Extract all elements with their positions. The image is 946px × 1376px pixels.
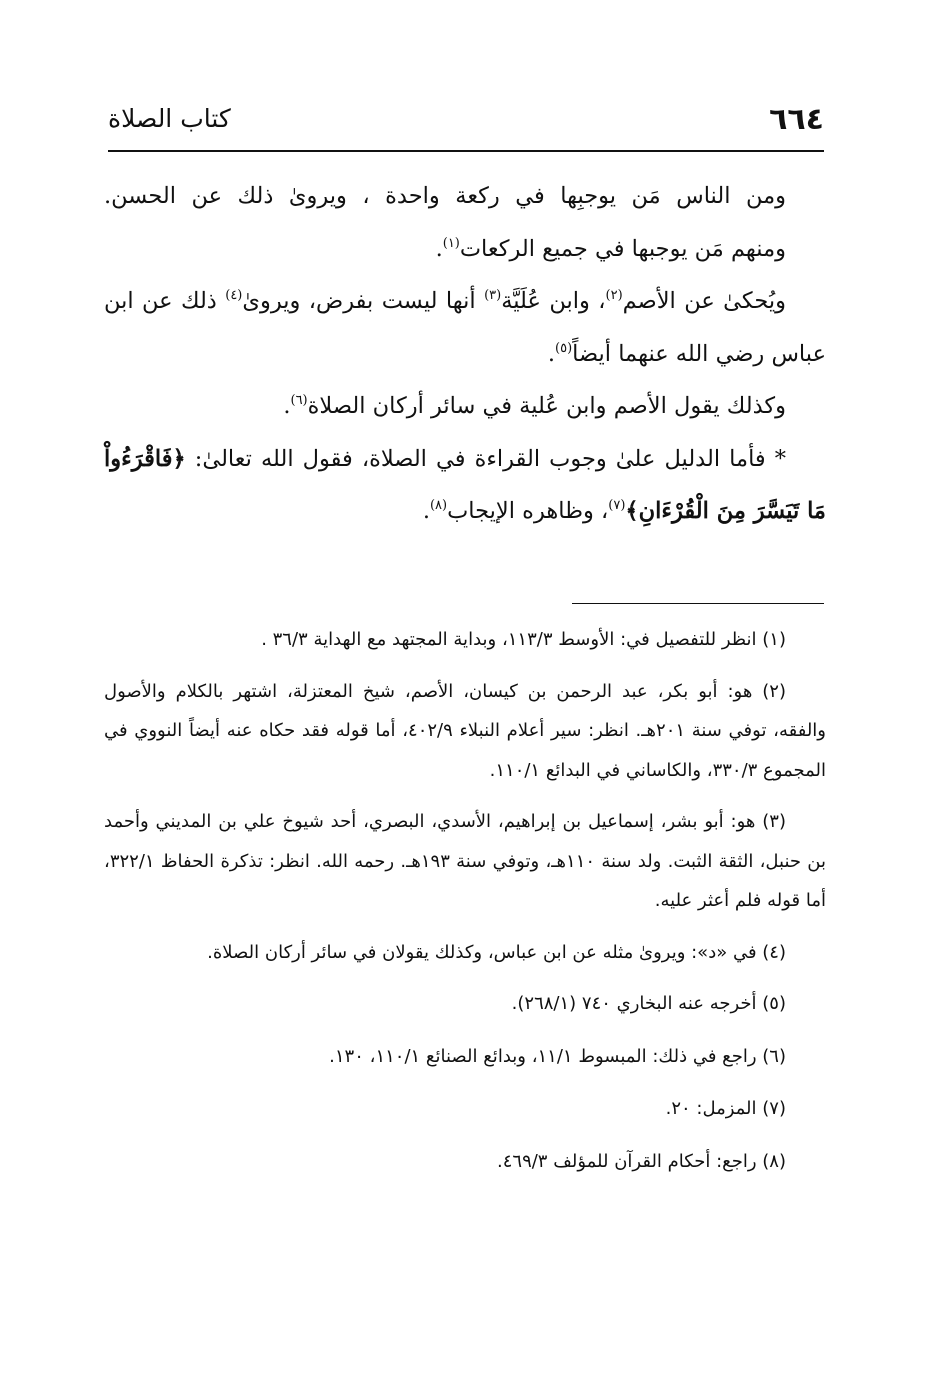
footnote-ref[interactable]: (١) — [442, 235, 460, 251]
paragraph-hasan: ومن الناس مَن يوجبِها في ركعة واحدة ، ويرویٰ ذلك عن الحسن. — [104, 183, 786, 209]
footnote-6: (٦) راجع في ذلك: المبسوط ١١/١، وبدائع الصنائع ١١٠/١، ١٣٠. — [329, 1045, 786, 1067]
footnote-ref[interactable]: (٢) — [605, 288, 623, 303]
footnote-7: (٧) المزمل: ٢٠. — [665, 1098, 786, 1119]
footnotes — [104, 620, 826, 1194]
quran-verse: ﴿فَاقْرَءُواْ مَا تَيَسَّرَ مِنَ الْقُرْءَانِ﴾ — [104, 445, 826, 524]
paragraph-arkan: وكذلك يقول الأصم وابن عُلية في سائر أركان الصلاة$^{(٦)}$. — [283, 393, 786, 419]
footnote-ref[interactable]: (٦) — [290, 393, 308, 408]
footnote-8: (٨) راجع: أحكام القرآن للمؤلف ٤٦٩/٣. — [497, 1150, 786, 1172]
main-text — [104, 170, 826, 538]
paragraph-asam: ويُحكىٰ عن الأصم$^{(٢)}$، وابن عُلَيَّة$^{(٣)}$ أنها ليست بفرض، ويروىٰ$^{(٤)}$ ذلك عن ابن عباس رضي الله عنهما أيضاً$^{(٥)}$. — [104, 288, 826, 367]
page-header — [108, 100, 824, 146]
page-number: ٦٦٤ — [769, 102, 824, 137]
running-head: كتاب الصلاة — [108, 104, 231, 133]
footnote-separator — [572, 603, 824, 604]
paragraph-all-rakaat: ومنهم مَن يوجبها في جميع الركعات$^{(١)}$. — [435, 235, 786, 262]
footnote-ref[interactable]: (٨) — [429, 498, 448, 513]
footnote-3: (٣) هو: أبو بشر، إسماعيل بن إبراهيم، الأسدي، البصري، أحد شيوخ علي بن المديني وأحمد بن حنبل، الثقة الثبت. ولد سنة ١١٠هـ، وتوفي سنة ١٩٣هـ. رحمه الله. انظر: تذكرة الحفاظ ٣٢٢/١، أما قوله فلم أعثر عليه. — [104, 811, 827, 911]
footnote-4: (٤) في «د»: ويرویٰ مثله عن ابن عباس، وكذلك يقولان في سائر أركان الصلاة. — [207, 941, 786, 963]
footnote-1: (١) انظر للتفصيل في: الأوسط ١١٣/٣، وبداية المجتهد مع الهداية ٣٦/٣ . — [261, 629, 786, 650]
header-rule — [108, 150, 824, 152]
footnote-ref[interactable]: (٤) — [225, 288, 243, 303]
footnote-2: (٢) هو: أبو بكر، عبد الرحمن بن كيسان، الأصم، شيخ المعتزلة، اشتهر بالكلام والأصول والفقه، توفي سنة ٢٠١هـ. انظر: سير أعلام النبلاء ٤٠٢/٩، أما قوله فقد حكاه عنه أيضاً النووي في المجموع ٣٣٠/٣، والكاساني في البدائع ١١٠/١. — [104, 680, 826, 781]
footnote-5: (٥) أخرجه عنه البخاري ٧٤٠ (٢٦٨/١). — [511, 993, 786, 1014]
footnote-ref[interactable]: (٣) — [484, 288, 502, 303]
paragraph-evidence: * فأما الدليل علىٰ وجوب القراءة في الصلاة، فقول الله تعالىٰ: ﴿فَاقْرَءُواْ مَا تَيَسَّرَ مِنَ الْقُرْءَانِ﴾$^{(٧)}$، وظاهره الإيجاب$^{(٨)}$. — [104, 445, 826, 524]
footnote-ref[interactable]: (٥) — [555, 340, 573, 356]
footnote-ref[interactable]: (٧) — [608, 498, 626, 513]
